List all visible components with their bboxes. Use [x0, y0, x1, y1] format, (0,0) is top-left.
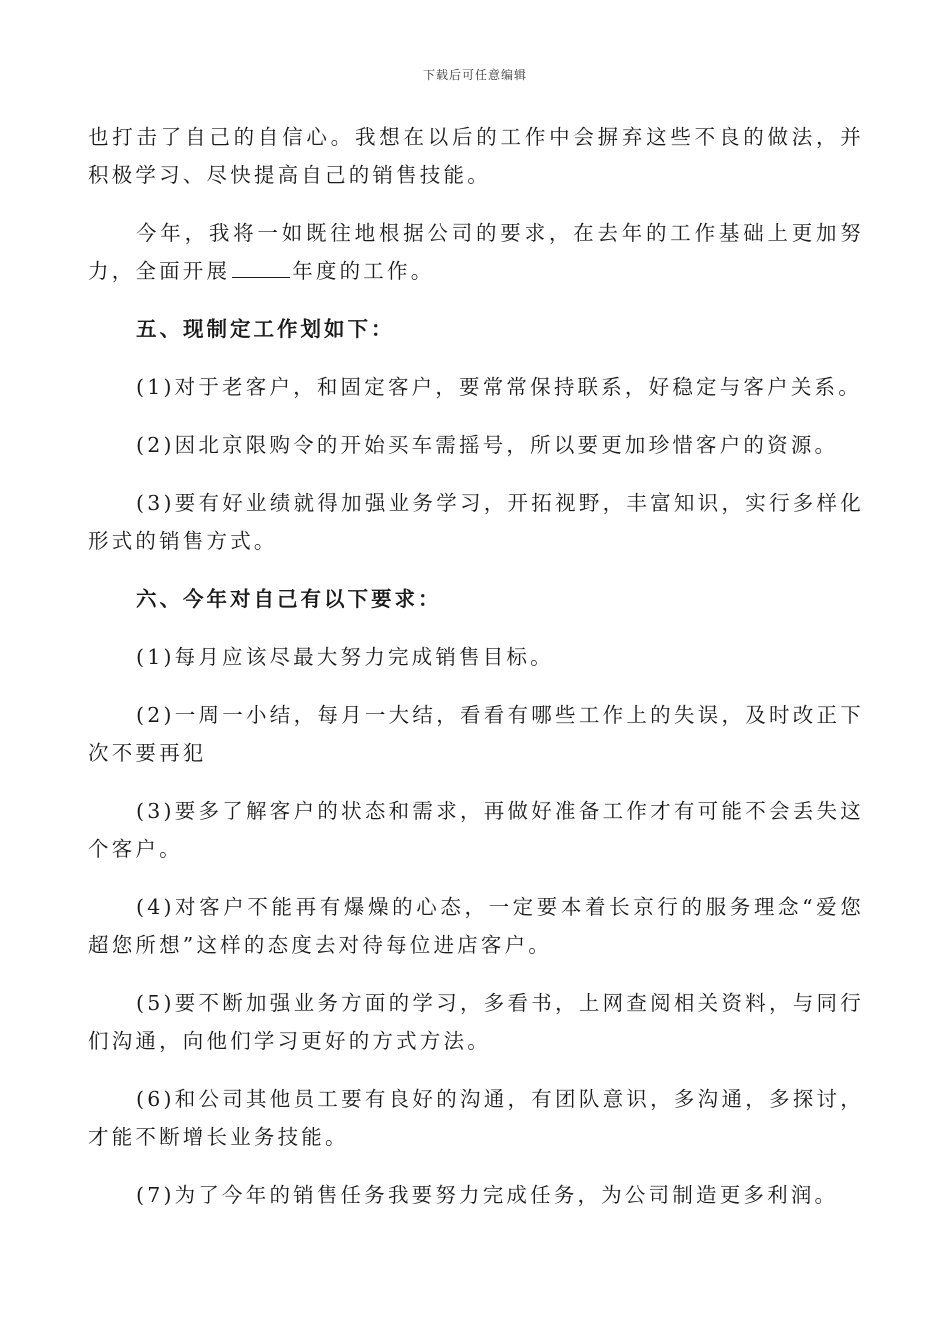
- requirement-item: (5)要不断加强业务方面的学习，多看书，上网查阅相关资料，与同行们沟通，向他们学习更好的方式方法。: [88, 991, 864, 1053]
- requirement-item: (3)要多了解客户的状态和需求，再做好准备工作才有可能不会丢失这个客户。: [88, 799, 864, 861]
- page-header: 下载后可任意编辑: [422, 68, 527, 82]
- paragraph-continued: 也打击了自己的自信心。我想在以后的工作中会摒弃这些不良的做法，并积极学习、尽快提高自己的销售技能。: [88, 125, 864, 187]
- requirement-item: (2)一周一小结，每月一大结，看看有哪些工作上的失误，及时改正下次不要再犯: [88, 703, 864, 765]
- plan-item: (1)对于老客户，和固定客户，要常常保持联系，好稳定与客户关系。: [136, 375, 862, 399]
- paragraph-text-end: 年度的工作。: [292, 259, 435, 283]
- document-body: [88, 118, 864, 1214]
- paragraph-text: 今年，我将一如既往地根据公司的要求，在去年的工作基础上更加努力，全面开展: [88, 221, 864, 283]
- plan-item: (2)因北京限购令的开始买车需摇号，所以要更加珍惜客户的资源。: [136, 433, 839, 457]
- requirement-item: (4)对客户不能再有爆燥的心态，一定要本着长京行的服务理念“爱您超您所想”这样的态度去对待每位进店客户。: [88, 895, 864, 957]
- paragraph-this-year: [88, 214, 864, 290]
- section-heading-6: 六、今年对自己有以下要求：: [136, 587, 442, 611]
- fill-in-blank: [232, 255, 290, 278]
- section-heading-5: 五、现制定工作划如下：: [136, 317, 395, 341]
- requirement-item: (6)和公司其他员工要有良好的沟通，有团队意识，多沟通，多探讨，才能不断增长业务技能。: [88, 1087, 864, 1149]
- plan-item: (3)要有好业绩就得加强业务学习，开拓视野，丰富知识，实行多样化形式的销售方式。: [88, 491, 864, 553]
- requirement-item: (1)每月应该尽最大努力完成销售目标。: [136, 645, 554, 669]
- requirement-item: (7)为了今年的销售任务我要努力完成任务，为公司制造更多利润。: [136, 1183, 839, 1207]
